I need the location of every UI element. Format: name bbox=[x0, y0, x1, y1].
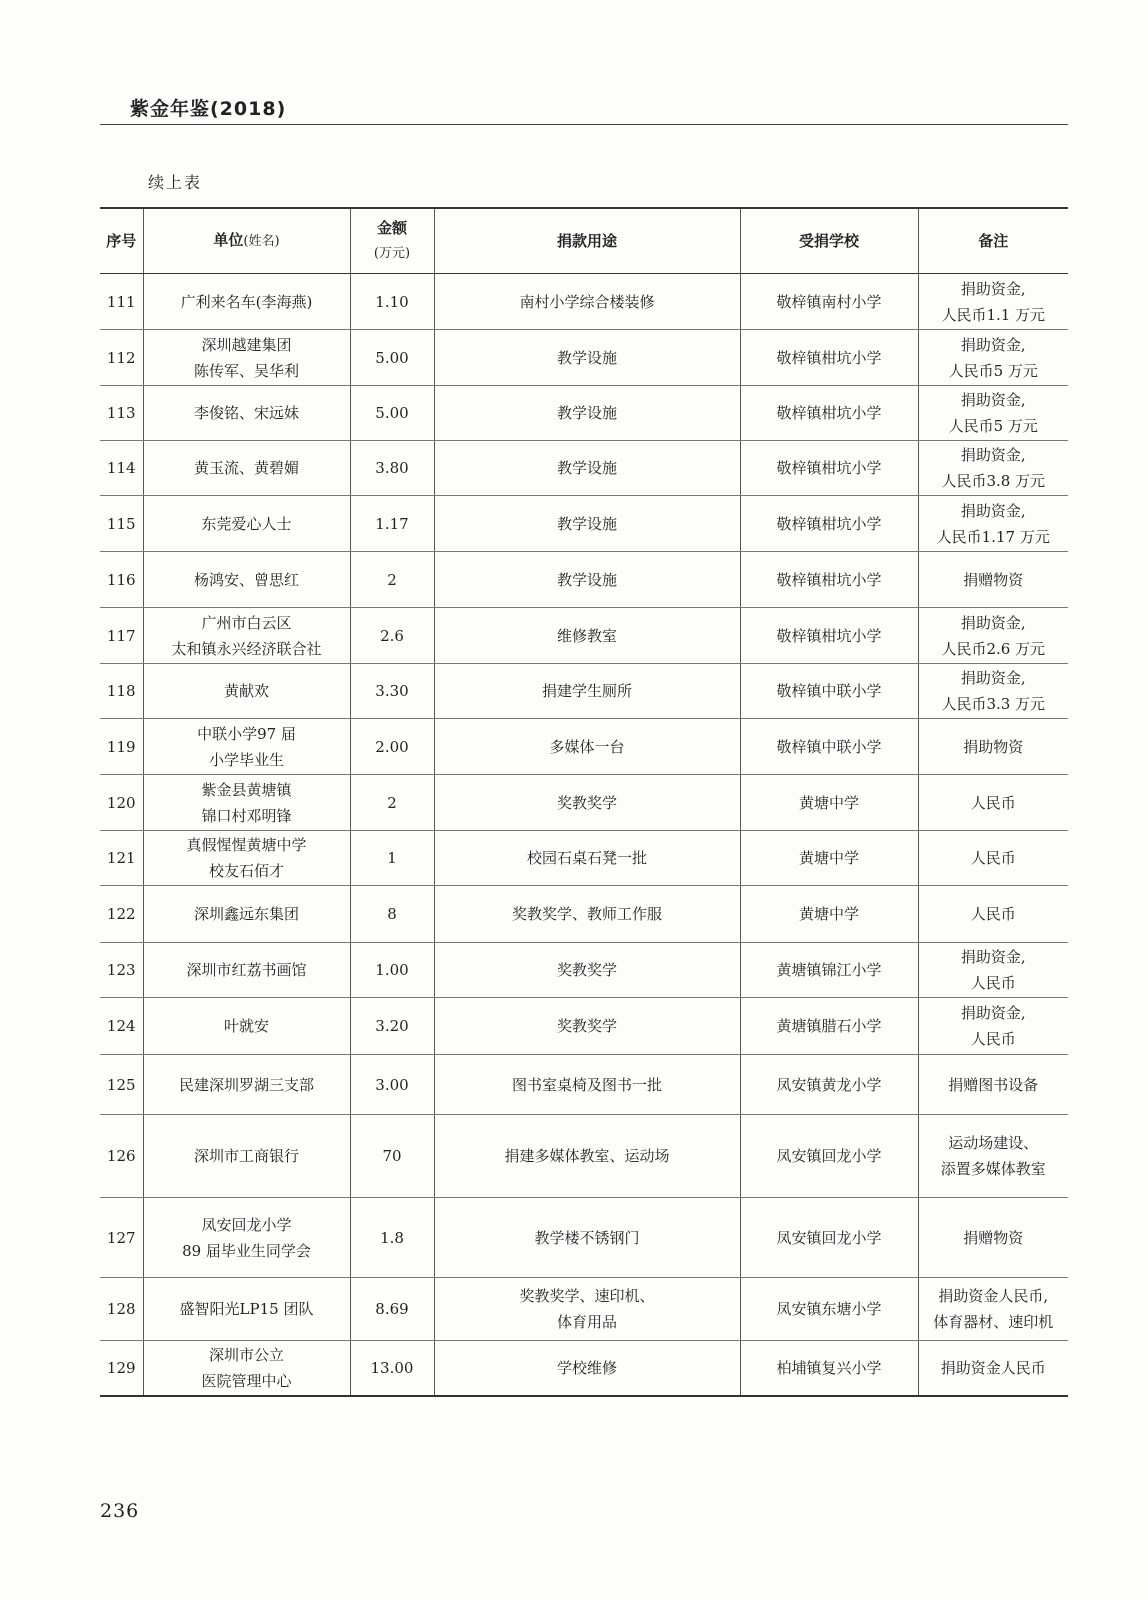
cell-index: 119 bbox=[100, 719, 143, 775]
table-header-row bbox=[100, 208, 1068, 274]
cell-index: 117 bbox=[100, 608, 143, 664]
cell-unit: 深圳鑫远东集团 bbox=[143, 886, 350, 943]
cell-amount: 3.00 bbox=[350, 1055, 434, 1115]
cell-school: 凤安镇东塘小学 bbox=[740, 1278, 918, 1341]
cell-school: 凤安镇回龙小学 bbox=[740, 1198, 918, 1278]
cell-amount: 70 bbox=[350, 1115, 434, 1198]
cell-school: 黄塘镇锦江小学 bbox=[740, 943, 918, 998]
cell-index: 112 bbox=[100, 330, 143, 386]
cell-school: 敬梓镇南村小学 bbox=[740, 274, 918, 330]
table-row bbox=[100, 1278, 1068, 1341]
cell-unit: 广利来名车(李海燕) bbox=[143, 274, 350, 330]
cell-amount: 1.8 bbox=[350, 1198, 434, 1278]
cell-index: 111 bbox=[100, 274, 143, 330]
table-row bbox=[100, 943, 1068, 998]
cell-unit: 东莞爱心人士 bbox=[143, 496, 350, 552]
cell-remark: 捐助资金人民币 bbox=[918, 1341, 1068, 1396]
cell-purpose: 奖教奖学 bbox=[434, 775, 740, 831]
donation-table bbox=[100, 207, 1068, 1397]
table-row bbox=[100, 998, 1068, 1055]
header-amount-unit: (万元) bbox=[373, 246, 411, 261]
cell-purpose: 奖教奖学 bbox=[434, 998, 740, 1055]
cell-amount: 3.30 bbox=[350, 664, 434, 719]
cell-remark: 捐助资金, 人民币 bbox=[918, 943, 1068, 998]
header-purpose: 捐款用途 bbox=[434, 208, 740, 274]
table-row bbox=[100, 775, 1068, 831]
cell-amount: 8 bbox=[350, 886, 434, 943]
table-row bbox=[100, 719, 1068, 775]
cell-unit: 紫金县黄塘镇 锦口村邓明锋 bbox=[143, 775, 350, 831]
cell-amount: 1.10 bbox=[350, 274, 434, 330]
table-row bbox=[100, 1055, 1068, 1115]
table-row bbox=[100, 274, 1068, 330]
cell-index: 122 bbox=[100, 886, 143, 943]
cell-remark: 捐赠物资 bbox=[918, 552, 1068, 608]
cell-purpose: 奖教奖学、速印机、 体育用品 bbox=[434, 1278, 740, 1341]
cell-index: 126 bbox=[100, 1115, 143, 1198]
cell-purpose: 教学楼不锈钢门 bbox=[434, 1198, 740, 1278]
header-unit-label: 单位 bbox=[213, 231, 244, 249]
cell-unit: 真假惺惺黄塘中学 校友石佰才 bbox=[143, 831, 350, 886]
cell-remark: 捐助资金, 人民币1.17 万元 bbox=[918, 496, 1068, 552]
cell-amount: 2.6 bbox=[350, 608, 434, 664]
header-school: 受捐学校 bbox=[740, 208, 918, 274]
cell-index: 127 bbox=[100, 1198, 143, 1278]
cell-purpose: 奖教奖学、教师工作服 bbox=[434, 886, 740, 943]
cell-unit: 深圳市公立 医院管理中心 bbox=[143, 1341, 350, 1396]
cell-unit: 盛智阳光LP15 团队 bbox=[143, 1278, 350, 1341]
cell-remark: 捐助资金, 人民币 bbox=[918, 998, 1068, 1055]
cell-unit: 凤安回龙小学 89 届毕业生同学会 bbox=[143, 1198, 350, 1278]
cell-purpose: 维修教室 bbox=[434, 608, 740, 664]
cell-amount: 2 bbox=[350, 775, 434, 831]
table-row bbox=[100, 552, 1068, 608]
cell-school: 敬梓镇中联小学 bbox=[740, 719, 918, 775]
cell-school: 黄塘中学 bbox=[740, 886, 918, 943]
cell-index: 113 bbox=[100, 386, 143, 441]
cell-remark: 人民币 bbox=[918, 775, 1068, 831]
cell-remark: 捐助资金, 人民币5 万元 bbox=[918, 386, 1068, 441]
cell-index: 128 bbox=[100, 1278, 143, 1341]
cell-unit: 深圳市红荔书画馆 bbox=[143, 943, 350, 998]
cell-school: 敬梓镇柑坑小学 bbox=[740, 386, 918, 441]
cell-unit: 黄献欢 bbox=[143, 664, 350, 719]
cell-index: 114 bbox=[100, 441, 143, 496]
cell-amount: 2 bbox=[350, 552, 434, 608]
cell-amount: 2.00 bbox=[350, 719, 434, 775]
cell-index: 129 bbox=[100, 1341, 143, 1396]
cell-school: 敬梓镇柑坑小学 bbox=[740, 330, 918, 386]
cell-amount: 8.69 bbox=[350, 1278, 434, 1341]
cell-remark: 捐助资金, 人民币3.8 万元 bbox=[918, 441, 1068, 496]
running-header-title: 紫金年鉴(2018) bbox=[130, 98, 287, 120]
header-unit-sub: (姓名) bbox=[243, 234, 280, 249]
cell-amount: 5.00 bbox=[350, 330, 434, 386]
cell-school: 黄塘中学 bbox=[740, 775, 918, 831]
cell-amount: 3.20 bbox=[350, 998, 434, 1055]
cell-index: 120 bbox=[100, 775, 143, 831]
table-row bbox=[100, 441, 1068, 496]
cell-unit: 黄玉流、黄碧媚 bbox=[143, 441, 350, 496]
table-row bbox=[100, 886, 1068, 943]
cell-school: 凤安镇回龙小学 bbox=[740, 1115, 918, 1198]
cell-purpose: 教学设施 bbox=[434, 496, 740, 552]
table-row bbox=[100, 386, 1068, 441]
cell-index: 123 bbox=[100, 943, 143, 998]
cell-unit: 深圳市工商银行 bbox=[143, 1115, 350, 1198]
cell-amount: 1 bbox=[350, 831, 434, 886]
cell-unit: 民建深圳罗湖三支部 bbox=[143, 1055, 350, 1115]
cell-index: 118 bbox=[100, 664, 143, 719]
cell-purpose: 捐建多媒体教室、运动场 bbox=[434, 1115, 740, 1198]
cell-remark: 捐助物资 bbox=[918, 719, 1068, 775]
cell-index: 121 bbox=[100, 831, 143, 886]
page-number: 236 bbox=[100, 1500, 140, 1522]
table-row bbox=[100, 496, 1068, 552]
cell-remark: 捐助资金, 人民币1.1 万元 bbox=[918, 274, 1068, 330]
cell-school: 凤安镇黄龙小学 bbox=[740, 1055, 918, 1115]
cell-amount: 1.00 bbox=[350, 943, 434, 998]
cell-school: 柏埔镇复兴小学 bbox=[740, 1341, 918, 1396]
cell-amount: 13.00 bbox=[350, 1341, 434, 1396]
cell-purpose: 教学设施 bbox=[434, 330, 740, 386]
table-row bbox=[100, 1341, 1068, 1396]
cell-unit: 广州市白云区 太和镇永兴经济联合社 bbox=[143, 608, 350, 664]
table-row bbox=[100, 330, 1068, 386]
cell-unit: 李俊铭、宋远妹 bbox=[143, 386, 350, 441]
cell-remark: 人民币 bbox=[918, 831, 1068, 886]
cell-unit: 叶就安 bbox=[143, 998, 350, 1055]
cell-remark: 捐赠图书设备 bbox=[918, 1055, 1068, 1115]
cell-index: 125 bbox=[100, 1055, 143, 1115]
cell-purpose: 南村小学综合楼装修 bbox=[434, 274, 740, 330]
header-index: 序号 bbox=[100, 208, 143, 274]
cell-purpose: 教学设施 bbox=[434, 386, 740, 441]
cell-purpose: 校园石桌石凳一批 bbox=[434, 831, 740, 886]
cell-school: 敬梓镇柑坑小学 bbox=[740, 608, 918, 664]
header-remarks: 备注 bbox=[918, 208, 1068, 274]
cell-index: 115 bbox=[100, 496, 143, 552]
cell-remark: 运动场建设、 添置多媒体教室 bbox=[918, 1115, 1068, 1198]
cell-purpose: 奖教奖学 bbox=[434, 943, 740, 998]
cell-remark: 捐助资金, 人民币2.6 万元 bbox=[918, 608, 1068, 664]
cell-purpose: 教学设施 bbox=[434, 552, 740, 608]
cell-purpose: 教学设施 bbox=[434, 441, 740, 496]
cell-purpose: 学校维修 bbox=[434, 1341, 740, 1396]
cell-remark: 捐助资金, 人民币5 万元 bbox=[918, 330, 1068, 386]
cell-unit: 深圳越建集团 陈传军、吴华利 bbox=[143, 330, 350, 386]
header-unit bbox=[143, 208, 350, 274]
cell-remark: 捐赠物资 bbox=[918, 1198, 1068, 1278]
header-amount-label: 金额 bbox=[376, 219, 407, 237]
table-row bbox=[100, 1115, 1068, 1198]
cell-purpose: 捐建学生厕所 bbox=[434, 664, 740, 719]
table-row bbox=[100, 608, 1068, 664]
cell-amount: 1.17 bbox=[350, 496, 434, 552]
table-row bbox=[100, 831, 1068, 886]
cell-school: 敬梓镇柑坑小学 bbox=[740, 496, 918, 552]
cell-purpose: 图书室桌椅及图书一批 bbox=[434, 1055, 740, 1115]
cell-school: 黄塘镇腊石小学 bbox=[740, 998, 918, 1055]
cell-index: 124 bbox=[100, 998, 143, 1055]
table-row bbox=[100, 1198, 1068, 1278]
header-amount bbox=[350, 208, 434, 274]
cell-purpose: 多媒体一台 bbox=[434, 719, 740, 775]
cell-school: 敬梓镇柑坑小学 bbox=[740, 552, 918, 608]
cell-school: 黄塘中学 bbox=[740, 831, 918, 886]
cell-index: 116 bbox=[100, 552, 143, 608]
table-row bbox=[100, 664, 1068, 719]
cell-school: 敬梓镇中联小学 bbox=[740, 664, 918, 719]
cell-unit: 中联小学97 届 小学毕业生 bbox=[143, 719, 350, 775]
cell-amount: 3.80 bbox=[350, 441, 434, 496]
cell-unit: 杨鸿安、曾思红 bbox=[143, 552, 350, 608]
cell-remark: 人民币 bbox=[918, 886, 1068, 943]
cell-remark: 捐助资金, 人民币3.3 万元 bbox=[918, 664, 1068, 719]
cell-school: 敬梓镇柑坑小学 bbox=[740, 441, 918, 496]
cell-remark: 捐助资金人民币, 体育器材、速印机 bbox=[918, 1278, 1068, 1341]
cell-amount: 5.00 bbox=[350, 386, 434, 441]
continued-label: 续上表 bbox=[148, 173, 203, 192]
header-divider bbox=[100, 124, 1068, 125]
